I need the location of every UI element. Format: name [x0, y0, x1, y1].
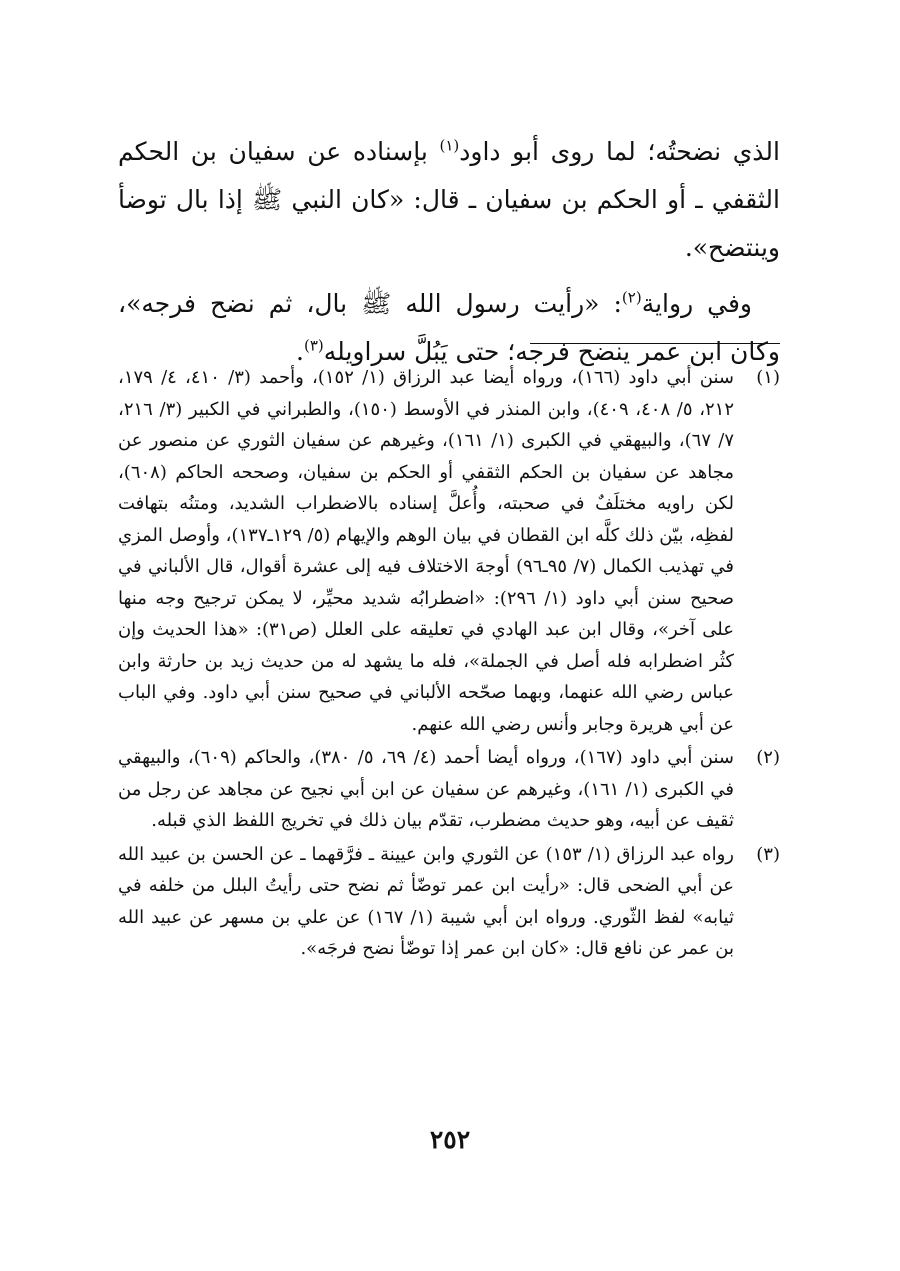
footnote-text: سنن أبي داود (١٦٦)، ورواه أيضا عبد الرزاق (١/ ١٥٢)، وأحمد (٣/ ٤١٠، ٤/ ١٧٩، ٢١٢، ٥/ ٤٠٨، ٤٠٩)، وابن المنذر في الأوسط (١٥٠)، والطبراني في الكبير (٣/ ٢١٦، ٧/ ٦٧)، والبيهقي في الكبرى (١/ ١٦١)، وغيرهم عن سفيان الثوري عن منصور عن مجاهد عن سفيان بن الحكم الثقفي أو الحكم بن سفيان، وصححه الحاكم (٦٠٨)، لكن راويه مختلَفٌ في صحبته، وأُعلَّ إسناده بالاضطراب الشديد، ومتنُه بتهافت لفظِه، بيّن ذلك كلَّه ابن القطان في بيان الوهم والإيهام (٥/ ١٢٩ـ١٣٧)، وأوصل المزي في تهذيب الكمال (٧/ ٩٥ـ٩٦) أوجهَ الاختلاف فيه إلى عشرة أقوال، قال الألباني في صحيح سنن أبي داود (١/ ٢٩٦): «اضطرابُه شديد محيِّر، لا يمكن ترجيح وجه منها على آخر»، وقال ابن عبد الهادي في تعليقه على العلل (ص٣١): «هذا الحديث وإن كثُر اضطرابه فله أصل في الجملة»، فله ما يشهد له من حديث زيد بن حارثة وابن عباس رضي الله عنهما، وبهما صحّحه الألباني في صحيح سنن أبي داود. وفي الباب عن أبي هريرة وجابر وأنس رضي الله عنهم.: [117, 367, 735, 735]
paragraph-1-part-b: بإسناده عن سفيان بن الحكم الثقفي ـ أو الحكم بن سفيان ـ قال: «كان النبي ﷺ إذا بال توضأ وينتضح».: [118, 137, 780, 262]
footnote-separator: [530, 343, 780, 344]
footnote-text: سنن أبي داود (١٦٧)، ورواه أيضا أحمد (٤/ ٦٩، ٥/ ٣٨٠)، والحاكم (٦٠٩)، والبيهقي في الكبرى (١/ ١٦١)، وغيرهم عن سفيان عن ابن أبي نجيح عن مجاهد عن رجل من ثقيف عن أبيه، وهو حديث مضطرب، تقدّم بيان ذلك في تخريج اللفظ الذي قبله.: [118, 747, 734, 831]
footnote-number: (٢): [756, 747, 780, 768]
footnote-text: رواه عبد الرزاق (١/ ١٥٣) عن الثوري وابن عيينة ـ فرَّقهما ـ عن الحسن بن عبيد الله عن أبي الضحى قال: «رأيت ابن عمر توضّأ ثم نضح حتى رأيتُ البلل من خلفه في ثيابه» لفظ الثّوري. ورواه ابن أبي شيبة (١/ ١٦٧) عن علي بن مسهر عن عبيد الله بن عمر عن نافع قال: «كان ابن عمر إذا توضّأ نضح فرجَه».: [118, 843, 734, 959]
footnote-3: [118, 839, 780, 965]
main-text: [118, 128, 780, 384]
footnote-ref-3: (٣): [304, 336, 324, 355]
footnote-1: [118, 362, 780, 740]
footnote-2: [118, 742, 780, 837]
footnote-number: (٣): [756, 843, 780, 865]
footnotes: [118, 362, 780, 967]
footnote-ref-2: (٢): [621, 288, 642, 307]
footnote-ref-1: (١): [439, 136, 460, 155]
page-number: ٢٥٢: [429, 1125, 471, 1154]
paragraph-2-part-a: وفي رواية: [641, 289, 752, 318]
paragraph-1: [118, 128, 780, 272]
paragraph-2-part-c: .: [296, 337, 304, 366]
footnote-number: (١): [756, 367, 780, 388]
paragraph-2-part-b: : «رأيت رسول الله ﷺ بال، ثم نضح فرجه»، وكان ابن عمر ينضح فرجه؛ حتى يَبُلَّ سراويله: [118, 289, 780, 366]
paragraph-1-part-a: الذي نضحتُه؛ لما روى أبو داود: [459, 137, 780, 166]
